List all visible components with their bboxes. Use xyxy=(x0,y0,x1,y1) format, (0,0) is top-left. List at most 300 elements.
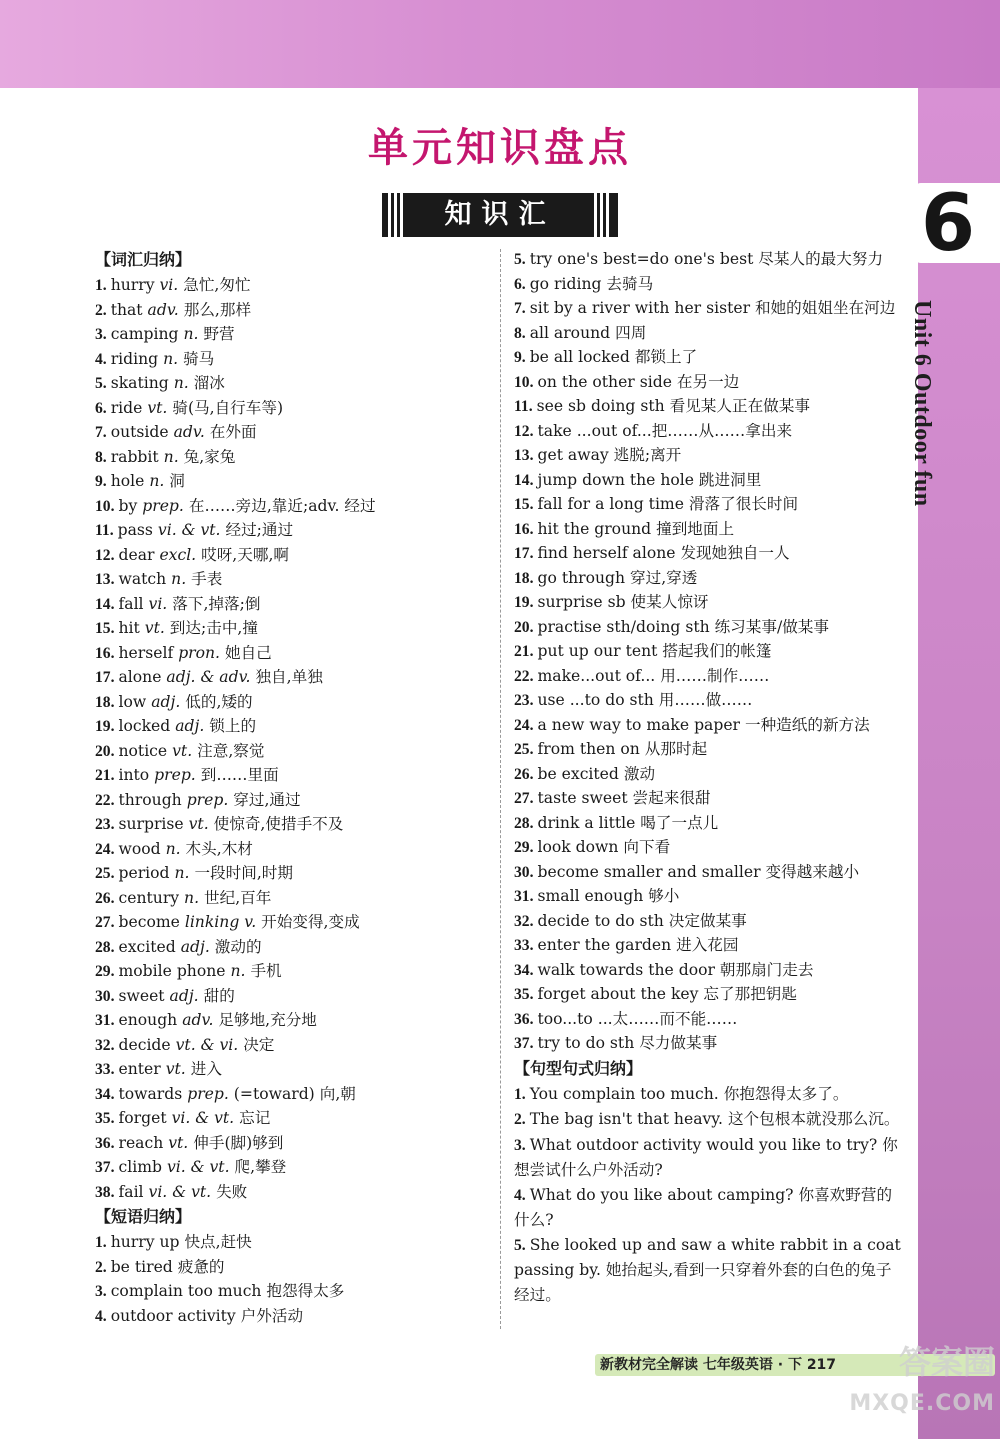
item-number: 10. xyxy=(514,373,534,391)
vocab-item xyxy=(95,1008,490,1033)
vocab-word: sweet xyxy=(118,986,165,1005)
item-number: 15. xyxy=(514,496,534,513)
phrase-item xyxy=(514,296,906,321)
banner-stripes-right xyxy=(594,193,612,237)
vocab-meaning: 使惊奇,使措手不及 xyxy=(213,815,344,833)
phrase-text: see sb doing sth 看见某人正在做某事 xyxy=(536,397,810,415)
item-number: 21. xyxy=(95,767,115,784)
vocab-word: by xyxy=(118,496,138,515)
vocab-meaning: 骑(马,自行车等) xyxy=(172,398,284,417)
part-of-speech: vi. & vt. xyxy=(148,1182,212,1201)
item-number: 1. xyxy=(95,277,107,294)
phrase-text: be tired 疲惫的 xyxy=(110,1257,225,1276)
vocab-word: outside xyxy=(110,423,169,441)
vocab-item xyxy=(95,665,490,690)
phrase-text: from then on 从那时起 xyxy=(537,740,708,758)
item-number: 38. xyxy=(95,1183,115,1201)
part-of-speech: linking v. xyxy=(184,913,257,931)
vocab-item xyxy=(95,273,490,298)
phrase-text: walk towards the door 朝那扇门走去 xyxy=(537,960,814,979)
vocab-meaning: 伸手(脚)够到 xyxy=(193,1133,284,1152)
vocab-item xyxy=(95,371,490,396)
part-of-speech: n. xyxy=(173,374,189,392)
part-of-speech: vi. xyxy=(148,594,168,613)
item-number: 21. xyxy=(514,643,534,660)
vocab-item xyxy=(95,322,490,347)
vocab-meaning: 哎呀,天哪,啊 xyxy=(201,545,289,564)
sentence-text: What outdoor activity would you like to try? 你想尝试什么户外活动? xyxy=(514,1135,898,1179)
vocab-meaning: 锁上的 xyxy=(209,717,257,735)
vocab-item xyxy=(95,420,490,445)
phrase-item xyxy=(514,639,906,664)
part-of-speech: excl. xyxy=(159,545,197,564)
phrase-text: try one's best=do one's best 尽某人的最大努力 xyxy=(529,250,884,268)
part-of-speech: pron. xyxy=(178,643,221,662)
vocab-word: excited xyxy=(118,937,176,956)
vocab-meaning: 落下,掉落;倒 xyxy=(172,594,261,613)
top-decorative-band xyxy=(0,0,1000,88)
item-number: 6. xyxy=(514,275,526,293)
phrase-item xyxy=(514,492,906,517)
part-of-speech: vt. xyxy=(144,619,165,637)
vocab-item xyxy=(95,1155,490,1180)
item-number: 7. xyxy=(95,424,107,441)
item-number: 36. xyxy=(95,1134,115,1152)
sentence-text: She looked up and saw a white rabbit in a coat passing by. 她抬起头,看到一只穿着外套的白色的兔子经过。 xyxy=(514,1235,901,1304)
phrase-item xyxy=(514,909,906,934)
banner-label: 知识汇 xyxy=(444,199,556,230)
vocab-word: hurry xyxy=(110,276,155,294)
part-of-speech: n. xyxy=(174,864,190,882)
vocab-meaning: 激动的 xyxy=(214,937,262,956)
vocab-item xyxy=(95,616,490,641)
phrase-text: drink a little 喝了一点儿 xyxy=(537,813,719,832)
item-number: 4. xyxy=(95,1307,107,1325)
vocab-word: mobile phone xyxy=(118,962,226,980)
phrase-item xyxy=(514,762,906,787)
vocab-item xyxy=(95,641,490,666)
phrase-text: be all locked 都锁上了 xyxy=(529,348,698,366)
phrase-item xyxy=(514,247,906,272)
item-number: 19. xyxy=(95,718,115,735)
item-number: 1. xyxy=(514,1085,526,1103)
vocab-meaning: 在……旁边,靠近;adv. 经过 xyxy=(188,496,376,515)
vocab-meaning: 木头,木材 xyxy=(185,839,253,858)
part-of-speech: n. xyxy=(183,325,199,343)
phrase-text: look down 向下看 xyxy=(537,838,671,856)
vocab-word: hit xyxy=(118,619,140,637)
item-number: 2. xyxy=(95,301,107,319)
vocab-meaning: 进入 xyxy=(190,1060,222,1078)
item-number: 1. xyxy=(95,1234,107,1251)
vocab-word: low xyxy=(118,692,147,711)
item-number: 17. xyxy=(514,545,534,562)
phrase-text: go through 穿过,穿透 xyxy=(537,568,698,587)
part-of-speech: vi. xyxy=(159,276,179,294)
vocab-meaning: 手表 xyxy=(191,570,223,588)
item-number: 11. xyxy=(95,522,114,539)
vocab-item xyxy=(95,567,490,592)
item-number: 34. xyxy=(95,1085,115,1103)
vocab-meaning: 足够地,充分地 xyxy=(218,1011,317,1029)
vocab-meaning: 溜冰 xyxy=(193,374,225,392)
item-number: 25. xyxy=(95,865,115,882)
vocab-word: towards xyxy=(118,1084,183,1103)
item-number: 5. xyxy=(514,1236,526,1254)
phrase-text: enter the garden 进入花园 xyxy=(537,936,739,954)
vocab-item xyxy=(95,1057,490,1082)
part-of-speech: n. xyxy=(184,888,200,907)
vocab-word: herself xyxy=(118,643,174,662)
item-number: 26. xyxy=(514,765,534,783)
phrase-item xyxy=(514,615,906,640)
phrase-item xyxy=(514,345,906,370)
vocab-item xyxy=(95,298,490,323)
item-number: 23. xyxy=(95,816,115,833)
phrase-text: jump down the hole 跳进洞里 xyxy=(537,470,762,489)
sentence-text: You complain too much. 你抱怨得太多了。 xyxy=(529,1084,849,1103)
item-number: 31. xyxy=(514,888,534,905)
phrase-item xyxy=(514,713,906,738)
phrases-heading: 【短语归纳】 xyxy=(95,1207,192,1226)
vocab-item xyxy=(95,469,490,494)
sentence-item xyxy=(514,1133,906,1183)
part-of-speech: vt. xyxy=(188,815,209,833)
vocab-meaning: 那么,那样 xyxy=(183,300,252,319)
unit-number: 6 xyxy=(920,179,976,269)
part-of-speech: n. xyxy=(171,570,187,588)
phrase-text: a new way to make paper 一种造纸的新方法 xyxy=(537,715,870,734)
part-of-speech: prep. xyxy=(154,766,196,784)
part-of-speech: vt. xyxy=(165,1060,186,1078)
phrase-text: try to do sth 尽力做某事 xyxy=(537,1034,718,1052)
vocab-meaning: 忘记 xyxy=(239,1109,271,1127)
vocab-item xyxy=(95,812,490,837)
vocab-item xyxy=(95,592,490,617)
part-of-speech: vt. xyxy=(147,398,168,417)
vocab-word: rabbit xyxy=(110,447,159,466)
part-of-speech: n. xyxy=(163,447,179,466)
part-of-speech: n. xyxy=(230,962,246,980)
part-of-speech: n. xyxy=(163,349,179,368)
phrase-item xyxy=(95,1279,490,1304)
vocab-item xyxy=(95,494,490,519)
item-number: 27. xyxy=(514,790,534,807)
vocab-item xyxy=(95,518,490,543)
vocab-word: alone xyxy=(118,668,162,686)
footer-text: 新教材完全解读 七年级英语 · 下 217 xyxy=(600,1357,837,1373)
unit-title: Unit 6 Outdoor fun xyxy=(909,300,935,507)
part-of-speech: adj. xyxy=(180,937,210,956)
phrase-text: hurry up 快点,赶快 xyxy=(110,1233,252,1251)
part-of-speech: vi. & vt. xyxy=(171,1109,235,1127)
phrase-text: go riding 去骑马 xyxy=(529,274,654,293)
part-of-speech: vt. xyxy=(168,1133,189,1152)
vocab-meaning: (=toward) 向,朝 xyxy=(233,1084,356,1103)
item-number: 9. xyxy=(514,349,526,366)
item-number: 13. xyxy=(95,571,115,588)
part-of-speech: vt. & vi. xyxy=(175,1035,239,1054)
page-title: 单元知识盘点 xyxy=(368,125,632,171)
item-number: 4. xyxy=(95,350,107,368)
vocab-word: fall xyxy=(118,594,144,613)
vocab-meaning: 失败 xyxy=(216,1182,248,1201)
item-number: 33. xyxy=(95,1061,115,1078)
item-number: 9. xyxy=(95,473,107,490)
part-of-speech: vt. xyxy=(172,741,193,760)
vocab-word: watch xyxy=(118,570,167,588)
vocab-meaning: 世纪,百年 xyxy=(204,888,272,907)
vocab-word: enter xyxy=(118,1060,161,1078)
part-of-speech: n. xyxy=(165,839,181,858)
item-number: 17. xyxy=(95,669,115,686)
part-of-speech: prep. xyxy=(187,1084,229,1103)
vocab-meaning: 独自,单独 xyxy=(255,668,323,686)
vocab-word: decide xyxy=(118,1035,171,1054)
vocab-meaning: 手机 xyxy=(250,962,282,980)
item-number: 33. xyxy=(514,937,534,954)
sentence-item xyxy=(514,1183,906,1233)
vocab-meaning: 爬,攀登 xyxy=(234,1158,287,1176)
sentence-text: What do you like about camping? 你喜欢野营的什么? xyxy=(514,1185,893,1229)
vocab-word: through xyxy=(118,790,182,809)
vocab-word: surprise xyxy=(118,815,184,833)
item-number: 3. xyxy=(95,1283,107,1300)
vocab-item xyxy=(95,1180,490,1205)
vocab-meaning: 野营 xyxy=(203,325,235,343)
item-number: 11. xyxy=(514,398,533,415)
vocab-word: notice xyxy=(118,741,168,760)
item-number: 3. xyxy=(95,326,107,343)
vocab-item xyxy=(95,1131,490,1156)
phrase-text: complain too much 抱怨得太多 xyxy=(110,1282,345,1300)
vocab-item xyxy=(95,714,490,739)
item-number: 10. xyxy=(95,497,115,515)
item-number: 32. xyxy=(514,912,534,930)
right-column xyxy=(514,247,906,1307)
vocab-meaning: 急忙,匆忙 xyxy=(183,276,251,294)
phrase-text: become smaller and smaller 变得越来越小 xyxy=(537,862,860,881)
part-of-speech: adv. xyxy=(182,1011,214,1029)
item-number: 19. xyxy=(514,594,534,611)
phrase-item xyxy=(514,958,906,983)
item-number: 18. xyxy=(95,693,115,711)
phrase-item xyxy=(514,737,906,762)
item-number: 27. xyxy=(95,914,115,931)
vocab-word: period xyxy=(118,864,170,882)
item-number: 22. xyxy=(95,791,115,809)
section-banner xyxy=(382,193,618,237)
vocab-list xyxy=(95,273,490,1204)
sentence-list xyxy=(514,1082,906,1308)
phrase-text: too...to ...太……而不能…… xyxy=(537,1009,738,1028)
item-number: 26. xyxy=(95,889,115,907)
phrase-list-left xyxy=(95,1230,490,1328)
item-number: 2. xyxy=(514,1111,526,1128)
phrase-text: all around 四周 xyxy=(529,323,647,342)
phrase-item xyxy=(514,835,906,860)
item-number: 3. xyxy=(514,1136,526,1154)
vocab-meaning: 到……里面 xyxy=(200,766,279,784)
sentence-item xyxy=(514,1233,906,1308)
vocab-item xyxy=(95,690,490,715)
item-number: 29. xyxy=(514,839,534,856)
vocab-word: wood xyxy=(118,839,161,858)
side-decorative-band xyxy=(918,88,1000,1439)
phrase-item xyxy=(514,468,906,493)
vocab-meaning: 兔,家兔 xyxy=(183,447,236,466)
vocab-word: fail xyxy=(118,1182,144,1201)
vocab-meaning: 一段时间,时期 xyxy=(194,864,293,882)
item-number: 8. xyxy=(95,448,107,466)
phrase-item xyxy=(514,272,906,297)
vocab-item xyxy=(95,910,490,935)
item-number: 20. xyxy=(95,742,115,760)
part-of-speech: prep. xyxy=(142,496,184,515)
sentence-item xyxy=(514,1082,906,1108)
vocab-item xyxy=(95,543,490,568)
item-number: 16. xyxy=(95,644,115,662)
vocab-word: that xyxy=(110,300,143,319)
item-number: 14. xyxy=(514,471,534,489)
vocab-item xyxy=(95,886,490,911)
part-of-speech: n. xyxy=(149,472,165,490)
vocab-item xyxy=(95,396,490,421)
vocab-word: camping xyxy=(110,325,179,343)
phrase-text: surprise sb 使某人惊讶 xyxy=(537,593,709,611)
item-number: 18. xyxy=(514,569,534,587)
item-number: 30. xyxy=(95,987,115,1005)
item-number: 30. xyxy=(514,863,534,881)
phrase-item xyxy=(514,786,906,811)
vocab-heading: 【词汇归纳】 xyxy=(95,250,192,269)
vocab-word: hole xyxy=(110,472,145,490)
vocab-meaning: 穿过,通过 xyxy=(233,790,301,809)
vocab-meaning: 低的,矮的 xyxy=(185,692,253,711)
vocab-word: skating xyxy=(110,374,169,392)
phrase-text: practise sth/doing sth 练习某事/做某事 xyxy=(537,617,829,636)
phrase-item xyxy=(95,1230,490,1255)
sentence-item xyxy=(514,1107,906,1133)
vocab-meaning: 她自己 xyxy=(224,643,272,662)
phrase-item xyxy=(514,590,906,615)
vocab-word: dear xyxy=(118,545,155,564)
vocab-item xyxy=(95,763,490,788)
item-number: 14. xyxy=(95,595,115,613)
item-number: 5. xyxy=(95,375,107,392)
item-number: 6. xyxy=(95,399,107,417)
item-number: 25. xyxy=(514,741,534,758)
phrase-item xyxy=(514,517,906,542)
vocab-item xyxy=(95,984,490,1009)
vocab-word: pass xyxy=(117,521,153,539)
phrase-text: decide to do sth 决定做某事 xyxy=(537,911,747,930)
banner-stripes-left xyxy=(388,193,406,237)
item-number: 31. xyxy=(95,1012,115,1029)
vocab-item xyxy=(95,959,490,984)
phrase-list-right xyxy=(514,247,906,1056)
part-of-speech: prep. xyxy=(186,790,229,809)
item-number: 36. xyxy=(514,1010,534,1028)
phrase-text: sit by a river with her sister 和她的姐姐坐在河边 xyxy=(529,299,896,317)
part-of-speech: adj. & adv. xyxy=(166,668,251,686)
sentence-text: The bag isn't that heavy. 这个包根本就没那么沉。 xyxy=(529,1110,900,1128)
item-number: 24. xyxy=(514,716,534,734)
item-number: 32. xyxy=(95,1036,115,1054)
vocab-item xyxy=(95,935,490,960)
phrase-item xyxy=(514,443,906,468)
phrase-text: take ...out of...把……从……拿出来 xyxy=(537,421,793,440)
watermark-url: MXQE.COM xyxy=(849,1391,995,1416)
phrase-text: get away 逃脱;离开 xyxy=(537,446,682,464)
item-number: 7. xyxy=(514,300,526,317)
vocab-item xyxy=(95,1082,490,1107)
phrase-text: use ...to do sth 用……做…… xyxy=(537,691,753,709)
phrase-item xyxy=(514,982,906,1007)
phrase-text: put up our tent 搭起我们的帐篷 xyxy=(537,642,772,660)
phrase-item xyxy=(514,860,906,885)
vocab-item xyxy=(95,861,490,886)
item-number: 34. xyxy=(514,961,534,979)
phrase-text: taste sweet 尝起来很甜 xyxy=(537,789,711,807)
phrase-item xyxy=(514,688,906,713)
item-number: 37. xyxy=(95,1159,115,1176)
vocab-item xyxy=(95,445,490,470)
item-number: 28. xyxy=(514,814,534,832)
vocab-meaning: 骑马 xyxy=(183,349,215,368)
item-number: 28. xyxy=(95,938,115,956)
item-number: 37. xyxy=(514,1035,534,1052)
phrase-item xyxy=(514,370,906,395)
vocab-item xyxy=(95,347,490,372)
vocab-word: locked xyxy=(118,717,171,735)
phrase-item xyxy=(514,664,906,689)
watermark-logo-text: 答案圈 xyxy=(898,1343,995,1381)
item-number: 4. xyxy=(514,1186,526,1204)
phrase-item xyxy=(95,1255,490,1280)
phrase-item xyxy=(514,811,906,836)
item-number: 12. xyxy=(95,546,115,564)
phrase-item xyxy=(514,1007,906,1032)
item-number: 23. xyxy=(514,692,534,709)
part-of-speech: vi. & vt. xyxy=(166,1158,230,1176)
vocab-word: enough xyxy=(118,1011,178,1029)
item-number: 15. xyxy=(95,620,115,637)
vocab-word: reach xyxy=(118,1133,164,1152)
phrase-text: small enough 够小 xyxy=(537,887,680,905)
vocab-word: riding xyxy=(110,349,159,368)
vocab-item xyxy=(95,1106,490,1131)
item-number: 29. xyxy=(95,963,115,980)
item-number: 35. xyxy=(514,986,534,1003)
phrase-item xyxy=(514,321,906,346)
item-number: 24. xyxy=(95,840,115,858)
part-of-speech: adv. xyxy=(173,423,205,441)
item-number: 12. xyxy=(514,422,534,440)
vocab-item xyxy=(95,739,490,764)
vocab-word: century xyxy=(118,888,180,907)
phrase-text: fall for a long time 滑落了很长时间 xyxy=(537,495,799,513)
vocab-meaning: 到达;击中,撞 xyxy=(169,619,258,637)
vocab-meaning: 注意,察觉 xyxy=(197,741,265,760)
phrase-text: on the other side 在另一边 xyxy=(537,372,740,391)
sentences-heading: 【句型句式归纳】 xyxy=(514,1058,643,1078)
item-number: 20. xyxy=(514,618,534,636)
phrase-text: be excited 激动 xyxy=(537,764,656,783)
vocab-item xyxy=(95,837,490,862)
vocab-item xyxy=(95,1033,490,1058)
left-column xyxy=(95,247,490,1328)
